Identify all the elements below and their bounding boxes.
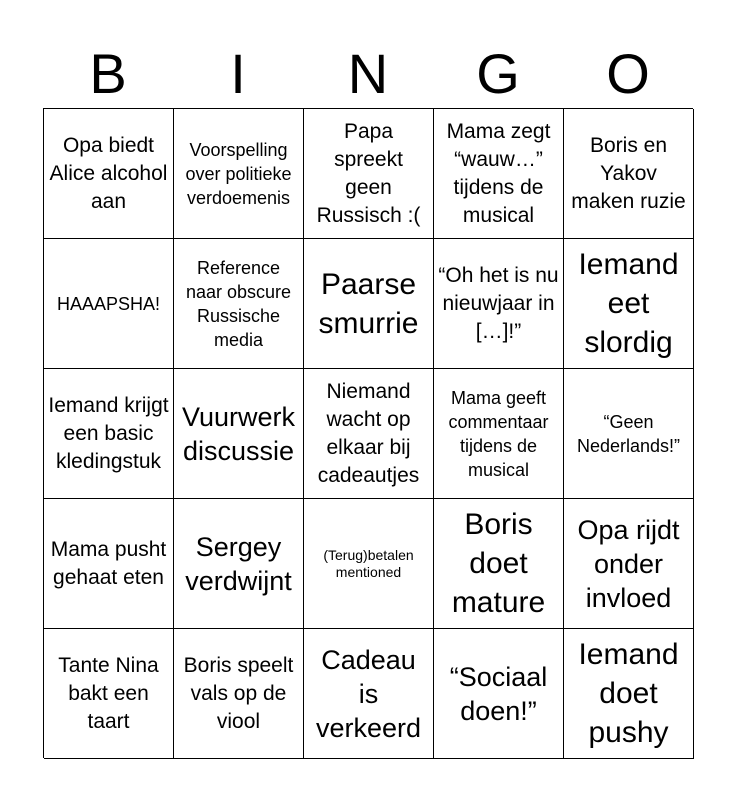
cell-text: Reference naar obscure Russische media [185,257,292,350]
cell-text: Mama zegt “wauw…” tijdens de musical [446,119,551,227]
bingo-cell[interactable] [44,499,174,629]
bingo-cell[interactable] [564,499,694,629]
bingo-header [43,40,693,108]
bingo-cell[interactable] [564,239,694,369]
cell-text: (Terug)betalen mentioned [323,546,414,580]
cell-text: Iemand eet slordig [578,248,679,359]
cell-text: “Geen Nederlands!” [576,411,681,456]
cell-text: Opa biedt Alice alcohol aan [49,133,168,213]
cell-text: Iemand krijgt een basic kledingstuk [48,393,169,473]
cell-text: Vuurwerk discussie [181,401,296,466]
bingo-cell[interactable] [564,629,694,759]
header-letter-o: O [606,42,650,105]
bingo-cell[interactable] [434,109,564,239]
bingo-cell[interactable] [564,369,694,499]
header-letter-b: B [89,42,127,105]
bingo-cell[interactable] [174,629,304,759]
bingo-cell[interactable] [174,239,304,369]
cell-text: Paarse smurrie [318,267,419,340]
cell-text: Voorspelling over politieke verdoemenis [185,139,292,208]
header-letter-i: I [230,42,246,105]
cell-text: Cadeau is verkeerd [315,644,422,743]
bingo-cell[interactable] [174,499,304,629]
header-letter-g: G [476,42,520,105]
bingo-cell[interactable] [174,109,304,239]
bingo-cell[interactable] [304,239,434,369]
cell-text: Boris en Yakov maken ruzie [571,133,686,213]
bingo-cell[interactable] [434,369,564,499]
cell-text: Opa rijdt onder invloed [577,514,680,613]
bingo-cell[interactable] [44,629,174,759]
bingo-cell[interactable] [434,239,564,369]
cell-text: Papa spreekt geen Russisch :( [316,119,421,227]
bingo-board [43,108,693,758]
cell-text: Boris doet mature [451,508,546,619]
bingo-cell[interactable] [434,629,564,759]
bingo-cell[interactable] [434,499,564,629]
cell-text: Iemand doet pushy [578,638,679,749]
cell-text: Mama pusht gehaat eten [50,537,167,589]
cell-text: Sergey verdwijnt [185,531,292,596]
cell-text: “Oh het is nu nieuwjaar in […]!” [438,263,559,343]
bingo-cell[interactable] [304,369,434,499]
bingo-cell[interactable] [304,629,434,759]
cell-text: Boris speelt vals op de viool [183,653,294,733]
header-letter-n: N [347,42,389,105]
cell-text: HAAAPSHA! [56,293,161,314]
cell-text: Mama geeft commentaar tijdens de musical [448,387,549,480]
bingo-cell[interactable] [44,369,174,499]
bingo-cell[interactable] [44,109,174,239]
bingo-cell[interactable] [564,109,694,239]
cell-text: Niemand wacht op elkaar bij cadeautjes [317,379,420,487]
bingo-cell[interactable] [174,369,304,499]
bingo-cell[interactable] [304,109,434,239]
cell-text: Tante Nina bakt een taart [58,653,159,733]
bingo-cell[interactable] [44,239,174,369]
cell-text: “Sociaal doen!” [449,661,548,726]
bingo-cell[interactable] [304,499,434,629]
